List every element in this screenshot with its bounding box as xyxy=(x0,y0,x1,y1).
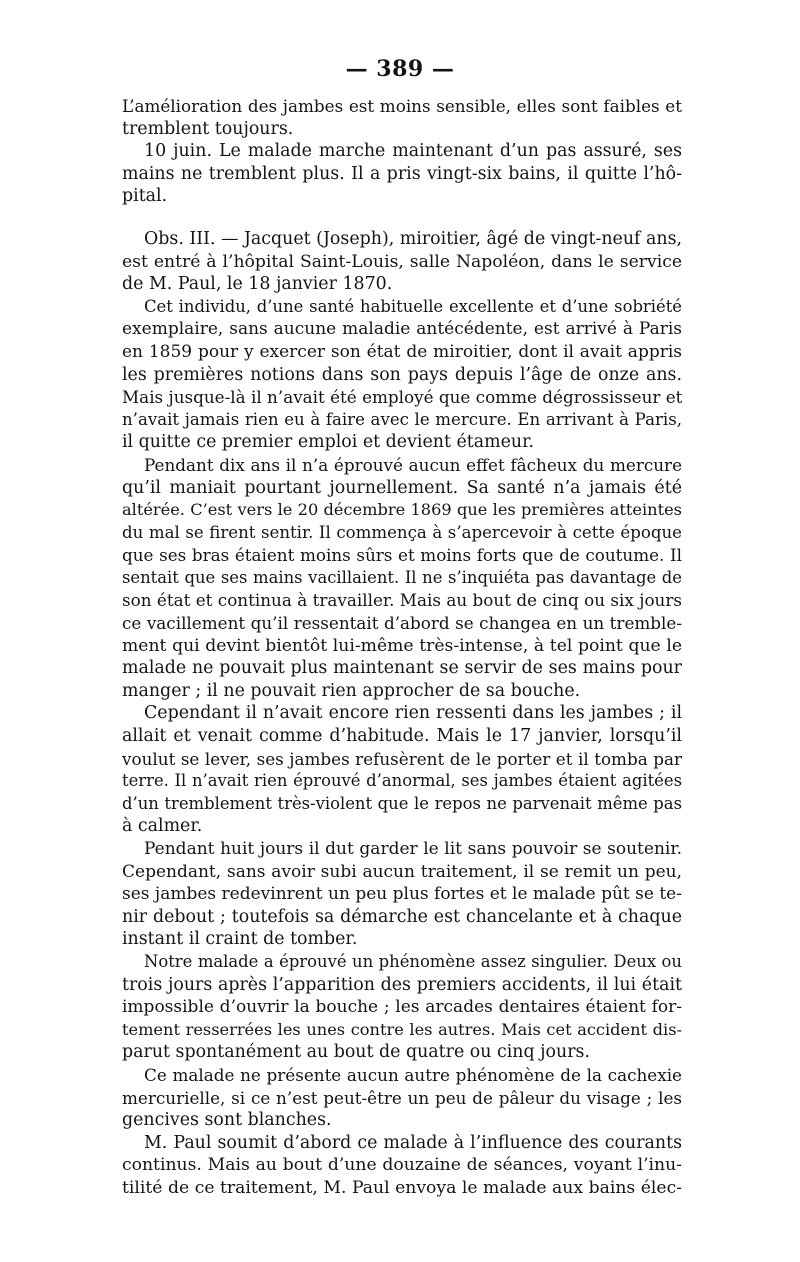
text-line: pital. xyxy=(122,186,168,207)
paragraph-gap xyxy=(122,208,682,228)
text-line: parut spontanément au bout de quatre ou cinq jours. xyxy=(122,1042,590,1063)
paragraph xyxy=(122,454,682,703)
paragraph xyxy=(122,296,682,454)
text-line: d’un tremblement très-violent que le repos ne parvenait même pas xyxy=(122,793,682,813)
text-line: manger ; il ne pouvait rien approcher de sa bouche. xyxy=(122,680,581,701)
paragraph xyxy=(122,228,682,296)
text-line: L’amélioration des jambes est moins sensible, elles sont faibles et xyxy=(122,96,682,116)
text-line: impossible d’ouvrir la bouche ; les arcades dentaires étaient for- xyxy=(122,997,682,1018)
text-line: sentait que ses mains vacillaient. Il ne s’inquiéta pas davantage de xyxy=(122,567,682,587)
text-line: voulut se lever, ses jambes refusèrent de le porter et il tomba par xyxy=(122,748,682,769)
text-line: M. Paul soumit d’abord ce malade à l’influence des courants xyxy=(144,1132,682,1153)
text-line: Obs. III. — Jacquet (Joseph), miroitier, âgé de vingt-neuf ans, xyxy=(144,228,682,249)
text-line: ses jambes redevinrent un peu plus fortes et le malade pût se te- xyxy=(122,884,682,905)
text-line: Mais jusque-là il n’avait été employé que comme dégrossisseur et xyxy=(122,387,682,408)
paragraph xyxy=(122,838,682,951)
body-text xyxy=(122,95,682,1200)
text-line: allait et venait comme d’habitude. Mais le 17 janvier, lorsqu’il xyxy=(122,726,682,747)
text-line: Notre malade a éprouvé un phénomène assez singulier. Deux ou xyxy=(144,951,682,971)
text-line: à calmer. xyxy=(122,816,203,837)
text-line: de M. Paul, le 18 janvier 1870. xyxy=(122,274,393,295)
text-line: exemplaire, sans aucune maladie antécédente, est arrivé à Paris xyxy=(122,319,682,340)
text-line: qu’il maniait pourtant journellement. Sa santé n’a jamais été xyxy=(122,477,682,498)
text-line: nir debout ; toutefois sa démarche est chancelante et à chaque xyxy=(122,906,682,927)
text-line: 10 juin. Le malade marche maintenant d’un pas assuré, ses xyxy=(144,141,682,162)
text-line: n’avait jamais rien eu à faire avec le mercure. En arrivant à Paris, xyxy=(122,409,682,429)
text-line: tremblent toujours. xyxy=(122,118,294,139)
text-line: Pendant dix ans il n’a éprouvé aucun effet fâcheux du mercure xyxy=(144,454,682,475)
text-line: mercurielle, si ce n’est peut-être un peu de pâleur du visage ; les xyxy=(122,1087,682,1108)
text-line: malade ne pouvait plus maintenant se servir de ses mains pour xyxy=(122,658,682,679)
text-line: il quitte ce premier emploi et devient étameur. xyxy=(122,432,535,453)
text-line: Cependant, sans avoir subi aucun traitement, il se remit un peu, xyxy=(122,861,682,882)
text-line: est entré à l’hôpital Saint-Louis, salle Napoléon, dans le service xyxy=(122,251,682,272)
text-line: que ses bras étaient moins sûrs et moins forts que de coutume. Il xyxy=(122,545,682,566)
text-line: terre. Il n’avait rien éprouvé d’anormal, ses jambes étaient agitées xyxy=(122,771,682,791)
text-line: trois jours après l’apparition des premiers accidents, il lui était xyxy=(122,974,682,995)
text-line: ment qui devint bientôt lui-même très-intense, à tel point que le xyxy=(122,635,682,656)
text-line: instant il craint de tomber. xyxy=(122,929,358,950)
text-line: altérée. C’est vers le 20 décembre 1869 que les premières atteintes xyxy=(122,500,682,520)
text-line: en 1859 pour y exercer son état de miroitier, dont il avait appris xyxy=(122,341,682,362)
paragraph xyxy=(122,140,682,208)
text-line: continus. Mais au bout d’une douzaine de séances, voyant l’inu- xyxy=(122,1155,682,1176)
text-line: du mal se firent sentir. Il commença à s’apercevoir à cette époque xyxy=(122,522,682,542)
text-line: son état et continua à travailler. Mais au bout de cinq ou six jours xyxy=(122,590,682,611)
text-line: gencives sont blanches. xyxy=(122,1110,332,1131)
text-line: tement resserrées les unes contre les autres. Mais cet accident dis- xyxy=(122,1019,682,1039)
page-number: — 389 — xyxy=(345,56,455,82)
paragraph xyxy=(122,1132,682,1200)
text-line: Cet individu, d’une santé habituelle excellente et d’une sobriété xyxy=(144,296,682,316)
text-line: Ce malade ne présente aucun autre phénomène de la cachexie xyxy=(144,1064,682,1085)
paragraph xyxy=(122,702,682,838)
paragraph xyxy=(122,1064,682,1132)
paragraph xyxy=(122,951,682,1064)
text-line: mains ne tremblent plus. Il a pris vingt-six bains, il quitte l’hô- xyxy=(122,163,682,184)
text-line: ce vacillement qu’il ressentait d’abord se changea en un tremble- xyxy=(122,613,682,634)
paragraph xyxy=(122,95,682,140)
text-line: les premières notions dans son pays depuis l’âge de onze ans. xyxy=(122,364,682,385)
text-line: Pendant huit jours il dut garder le lit sans pouvoir se soutenir. xyxy=(144,839,682,859)
text-line: Cependant il n’avait encore rien ressenti dans les jambes ; il xyxy=(144,703,682,724)
text-line: tilité de ce traitement, M. Paul envoya le malade aux bains élec- xyxy=(122,1177,682,1198)
